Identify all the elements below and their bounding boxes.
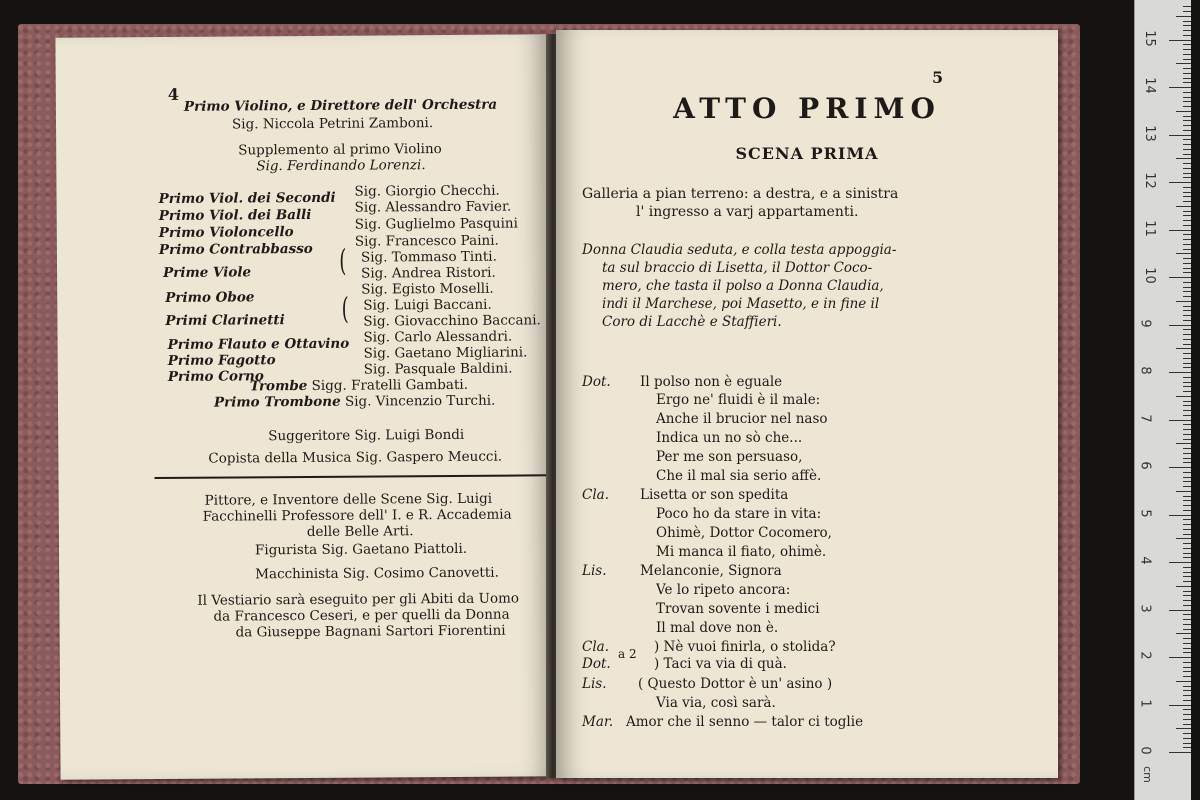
stage-direction-line: Donna Claudia seduta, e colla testa appoggia- [582, 242, 897, 258]
ruler-tick [1183, 453, 1191, 454]
verse-line: Ve lo ripeto ancora: [656, 582, 791, 598]
verse-line: Ergo ne' fluidi è il male: [656, 392, 821, 408]
stage-direction-line: indi il Marchese, poi Masetto, e in fine il [602, 296, 880, 312]
ruler-tick [1169, 752, 1191, 753]
role-name: Sig. Gaetano Migliarini. [363, 344, 528, 362]
ruler-tick [1183, 106, 1191, 107]
speaker-label: Lis. [582, 563, 607, 579]
ruler-tick [1183, 101, 1191, 102]
ruler-tick [1176, 253, 1191, 254]
ruler-tick [1183, 386, 1191, 387]
ruler-number: 8 [1137, 366, 1153, 375]
ruler-tick [1169, 420, 1191, 421]
verse-line: Anche il brucior nel naso [656, 411, 828, 427]
ruler-tick [1183, 291, 1191, 292]
ruler-tick [1169, 372, 1191, 373]
measuring-ruler [1134, 0, 1191, 800]
ruler-tick [1183, 320, 1191, 321]
speaker-label: Dot. [582, 656, 611, 672]
ruler-tick [1183, 234, 1191, 235]
verse-line: Per me son persuaso, [656, 449, 803, 465]
ruler-tick [1183, 591, 1191, 592]
ruler-tick [1183, 605, 1191, 606]
ruler-tick [1176, 633, 1191, 634]
ruler-tick [1183, 201, 1191, 202]
trombe-label: Trombe [249, 377, 308, 395]
ruler-tick [1176, 111, 1191, 112]
ruler-tick [1183, 163, 1191, 164]
role-label: Primo Flauto e Ottavino [167, 335, 350, 353]
ruler-tick [1183, 144, 1191, 145]
ruler-number: 9 [1137, 318, 1153, 328]
ruler-tick [1183, 192, 1191, 193]
ruler-tick [1183, 125, 1191, 126]
vestiario-line: Il Vestiario sarà eseguito per gli Abiti da Uomo [197, 590, 520, 609]
ruler-tick [1176, 586, 1191, 587]
speaker-label: Cla. [582, 487, 609, 503]
brace-glyph: ( [339, 243, 347, 279]
verse-line: Indica un no sò che... [656, 430, 803, 446]
vestiario-line: da Giuseppe Bagnani Sartori Fiorentini [235, 622, 506, 641]
ruler-tick [1169, 515, 1191, 516]
ruler-tick [1183, 315, 1191, 316]
role-name: Sig. Tommaso Tinti. [360, 248, 497, 266]
ruler-tick [1176, 63, 1191, 64]
ruler-tick [1183, 401, 1191, 402]
ruler-tick [1183, 519, 1191, 520]
setting-line: Galleria a pian terreno: a destra, e a sinistra [582, 186, 899, 202]
speaker-label: Lis. [582, 676, 607, 692]
ruler-tick [1183, 486, 1191, 487]
ruler-tick [1183, 97, 1191, 98]
ruler-tick [1183, 391, 1191, 392]
ruler-tick [1183, 329, 1191, 330]
ruler-tick [1176, 443, 1191, 444]
ruler-number: 5 [1137, 508, 1153, 518]
pittore-line: delle Belle Arti. [306, 523, 414, 540]
ruler-tick [1183, 652, 1191, 653]
ruler-tick [1183, 553, 1191, 554]
ruler-tick [1183, 405, 1191, 406]
stage-direction-line: ta sul braccio di Lisetta, il Dottor Coco- [602, 260, 873, 276]
ruler-tick [1183, 667, 1191, 668]
ruler-tick [1183, 49, 1191, 50]
ruler-tick [1176, 16, 1191, 17]
ruler-tick [1183, 334, 1191, 335]
ruler-tick [1183, 557, 1191, 558]
vestiario-line: da Francesco Ceseri, e per quelli da Donna [213, 606, 510, 625]
ruler-tick [1183, 173, 1191, 174]
verse-line: Trovan sovente i medici [656, 601, 820, 617]
ruler-tick [1169, 182, 1191, 183]
ruler-tick [1183, 500, 1191, 501]
ruler-tick [1183, 168, 1191, 169]
page-number-right: 5 [932, 68, 944, 87]
speaker-label: Cla. [582, 639, 609, 655]
ruler-tick [1183, 676, 1191, 677]
verse-line: Poco ho da stare in vita: [656, 506, 822, 522]
role-label: Primo Viol. dei Secondi [158, 189, 336, 208]
ruler-tick [1183, 30, 1191, 31]
ruler-tick [1183, 714, 1191, 715]
ruler-tick [1183, 353, 1191, 354]
ruler-tick [1169, 135, 1191, 136]
ruler-tick [1183, 695, 1191, 696]
role-name: Sig. Giovacchino Baccani. [363, 312, 541, 330]
act-title: ATTO PRIMO [673, 92, 941, 125]
role-name: Sig. Alessandro Favier. [354, 198, 512, 216]
ruler-tick [1183, 310, 1191, 311]
ruler-tick [1183, 282, 1191, 283]
role-name: Sig. Pasquale Baldini. [363, 360, 513, 378]
ruler-tick [1169, 277, 1191, 278]
role-label: Primo Oboe [165, 289, 255, 306]
role-name: Sig. Francesco Paini. [354, 232, 499, 250]
figurista-line: Figurista Sig. Gaetano Piattoli. [254, 540, 468, 559]
ruler-tick [1183, 648, 1191, 649]
copista-line: Copista della Musica Sig. Gaspero Meucci. [208, 448, 503, 467]
ruler-tick [1183, 709, 1191, 710]
ruler-tick [1169, 230, 1191, 231]
ruler-tick [1183, 287, 1191, 288]
ruler-tick [1176, 491, 1191, 492]
ruler-tick [1183, 567, 1191, 568]
verse-line: Amor che il senno — talor ci toglie [626, 714, 864, 730]
ruler-tick [1183, 244, 1191, 245]
ruler-tick [1183, 139, 1191, 140]
trombone-entry [214, 393, 496, 411]
ruler-tick [1169, 467, 1191, 468]
ruler-tick [1183, 686, 1191, 687]
ruler-tick [1183, 481, 1191, 482]
ruler-tick [1183, 272, 1191, 273]
ruler-tick [1183, 344, 1191, 345]
ruler-tick [1183, 743, 1191, 744]
ruler-tick [1176, 538, 1191, 539]
ruler-tick [1183, 154, 1191, 155]
ruler-tick [1183, 21, 1191, 22]
role-label: Primo Corno [167, 368, 264, 385]
right-page [556, 30, 1058, 778]
ruler-tick [1169, 657, 1191, 658]
supplement-name: Sig. Ferdinando Lorenzi. [256, 157, 426, 175]
verse-line: Lisetta or son spedita [640, 487, 789, 503]
stage-direction-line: Coro di Lacchè e Staffieri. [602, 314, 782, 330]
ruler-tick [1183, 462, 1191, 463]
ruler-tick [1183, 116, 1191, 117]
ruler-tick [1183, 177, 1191, 178]
ruler-tick [1183, 600, 1191, 601]
ruler-tick [1183, 638, 1191, 639]
ruler-tick [1183, 296, 1191, 297]
ruler-tick [1183, 505, 1191, 506]
ruler-tick [1176, 206, 1191, 207]
ruler-number: 12 [1141, 172, 1157, 189]
ruler-tick [1183, 59, 1191, 60]
ruler-tick [1183, 624, 1191, 625]
verse-line: ) Nè vuoi finirla, o stolida? [654, 639, 836, 655]
ruler-tick [1183, 434, 1191, 435]
ruler-tick [1183, 576, 1191, 577]
ruler-tick [1176, 301, 1191, 302]
role-label: Primo Violoncello [158, 224, 294, 242]
role-name: Sig. Guglielmo Pasquini [354, 215, 518, 233]
role-label: Primo Fagotto [167, 352, 276, 369]
brace-glyph: ( [341, 291, 349, 327]
role-label: Prime Viole [163, 264, 252, 281]
ruler-tick [1183, 458, 1191, 459]
trombe-entry [250, 377, 468, 395]
role-name: Sig. Egisto Moselli. [361, 280, 494, 298]
suggeritore-line: Suggeritore Sig. Luigi Bondi [268, 426, 465, 445]
ruler-tick [1183, 477, 1191, 478]
ruler-tick [1183, 415, 1191, 416]
verse-line: ) Taci va via di quà. [654, 656, 787, 672]
ruler-tick [1183, 719, 1191, 720]
ruler-tick [1183, 619, 1191, 620]
macchinista-line: Macchinista Sig. Cosimo Canovetti. [255, 564, 499, 583]
ruler-tick [1183, 382, 1191, 383]
ruler-tick [1183, 11, 1191, 12]
ruler-tick [1183, 306, 1191, 307]
ruler-tick [1183, 196, 1191, 197]
ruler-tick [1183, 662, 1191, 663]
stage-direction-line: mero, che tasta il polso a Donna Claudia, [602, 278, 884, 294]
ruler-tick [1183, 73, 1191, 74]
ruler-tick [1183, 263, 1191, 264]
ruler-number: 6 [1137, 461, 1153, 470]
ruler-tick [1183, 733, 1191, 734]
ruler-tick [1183, 643, 1191, 644]
ruler-number: 13 [1141, 124, 1157, 142]
ruler-number: 11 [1141, 219, 1157, 237]
ruler-tick [1183, 738, 1191, 739]
ruler-number: 2 [1137, 651, 1153, 660]
ruler-tick [1183, 258, 1191, 259]
role-name: Sig. Andrea Ristori. [361, 264, 496, 282]
ruler-tick [1169, 610, 1191, 611]
role-name: Sig. Carlo Alessandri. [363, 328, 513, 346]
ruler-tick [1183, 120, 1191, 121]
ruler-tick [1183, 424, 1191, 425]
ruler-tick [1183, 548, 1191, 549]
ruler-tick [1183, 410, 1191, 411]
verse-line: Mi manca il fiato, ohimè. [656, 544, 827, 560]
orchestra-director-name: Sig. Niccola Petrini Zamboni. [231, 115, 434, 133]
ruler-tick [1183, 534, 1191, 535]
ruler-tick [1183, 239, 1191, 240]
ruler-tick [1183, 367, 1191, 368]
speaker-label: Mar. [582, 714, 614, 730]
ruler-tick [1176, 158, 1191, 159]
ruler-tick [1183, 130, 1191, 131]
trombone-label: Primo Trombone [213, 393, 341, 411]
ruler-tick [1183, 249, 1191, 250]
ruler-tick [1183, 363, 1191, 364]
page-number-left: 4 [167, 84, 180, 104]
ruler-tick [1183, 581, 1191, 582]
ruler-tick [1183, 187, 1191, 188]
ruler-tick [1183, 339, 1191, 340]
ruler-tick [1183, 377, 1191, 378]
ruler-tick [1169, 705, 1191, 706]
ruler-tick [1183, 448, 1191, 449]
ruler-tick [1183, 529, 1191, 530]
ruler-tick [1169, 562, 1191, 563]
ruler-tick [1183, 671, 1191, 672]
ruler-tick [1183, 700, 1191, 701]
ruler-number: 4 [1137, 556, 1153, 565]
verse-line: Il mal dove non è. [656, 620, 779, 636]
verse-line: Ohimè, Dottor Cocomero, [656, 525, 832, 541]
ruler-number: 1 [1137, 698, 1153, 708]
ruler-tick [1176, 396, 1191, 397]
setting-line: l' ingresso a varj appartamenti. [636, 204, 859, 220]
a2-marker: a 2 [618, 647, 637, 661]
trombone-name: Sig. Vincenzio Turchi. [344, 392, 496, 410]
ruler-tick [1183, 358, 1191, 359]
ruler-tick [1183, 439, 1191, 440]
ruler-tick [1183, 6, 1191, 7]
ruler-tick [1176, 728, 1191, 729]
ruler-tick [1183, 82, 1191, 83]
ruler-tick [1176, 348, 1191, 349]
left-page [55, 34, 552, 779]
ruler-number: 10 [1141, 267, 1157, 284]
divider-rule [154, 474, 546, 479]
role-label: Primo Viol. dei Balli [158, 206, 312, 225]
speaker-label: Dot. [582, 374, 611, 390]
ruler-tick [1183, 35, 1191, 36]
ruler-tick [1183, 149, 1191, 150]
ruler-tick [1183, 211, 1191, 212]
ruler-tick [1183, 614, 1191, 615]
ruler-tick [1183, 54, 1191, 55]
ruler-number: 3 [1137, 603, 1153, 613]
ruler-tick [1169, 40, 1191, 41]
ruler-tick [1183, 496, 1191, 497]
ruler-number: 15 [1141, 29, 1157, 47]
ruler-tick [1183, 268, 1191, 269]
verse-line: Il polso non è eguale [640, 374, 783, 390]
ruler-tick [1183, 747, 1191, 748]
ruler-number: 7 [1137, 413, 1153, 423]
ruler-tick [1183, 629, 1191, 630]
role-label: Primi Clarinetti [165, 312, 285, 329]
ruler-number: 14 [1141, 77, 1157, 94]
ruler-tick [1183, 724, 1191, 725]
ruler-tick [1183, 524, 1191, 525]
pittore-line: Pittore, e Inventore delle Scene Sig. Luigi [204, 490, 493, 509]
ruler-tick [1183, 215, 1191, 216]
ruler-tick [1183, 220, 1191, 221]
ruler-tick [1183, 595, 1191, 596]
trombe-name: Sigg. Fratelli Gambati. [311, 376, 469, 394]
role-name: Sig. Luigi Baccani. [363, 296, 492, 314]
verse-line: Che il mal sia serio affè. [656, 468, 822, 484]
ruler-tick [1183, 225, 1191, 226]
verse-line: Melanconie, Signora [640, 563, 782, 579]
ruler-tick [1183, 25, 1191, 26]
ruler-tick [1183, 510, 1191, 511]
ruler-tick [1183, 472, 1191, 473]
ruler-tick [1183, 543, 1191, 544]
supplement-title: Supplemento al primo Violino [238, 141, 442, 159]
role-name: Sig. Giorgio Checchi. [354, 182, 500, 200]
ruler-tick [1183, 429, 1191, 430]
ruler-tick [1183, 690, 1191, 691]
ruler-number: 0 [1137, 746, 1153, 755]
ruler-tick [1169, 87, 1191, 88]
ruler-tick [1183, 92, 1191, 93]
verse-line: ( Questo Dottor è un' asino ) [638, 676, 833, 692]
ruler-unit-label: cm [1140, 766, 1154, 783]
ruler-tick [1183, 572, 1191, 573]
ruler-tick [1169, 325, 1191, 326]
ruler-tick [1183, 78, 1191, 79]
verse-line: Via via, così sarà. [656, 695, 776, 711]
role-label: Primo Contrabbasso [158, 240, 313, 259]
orchestra-director-title: Primo Violino, e Direttore dell' Orchestra [183, 96, 498, 115]
ruler-tick [1183, 44, 1191, 45]
ruler-tick [1176, 681, 1191, 682]
ruler-tick [1183, 68, 1191, 69]
pittore-line: Facchinelli Professore dell' I. e R. Accademia [202, 506, 512, 525]
scene-title: SCENA PRIMA [735, 144, 879, 163]
